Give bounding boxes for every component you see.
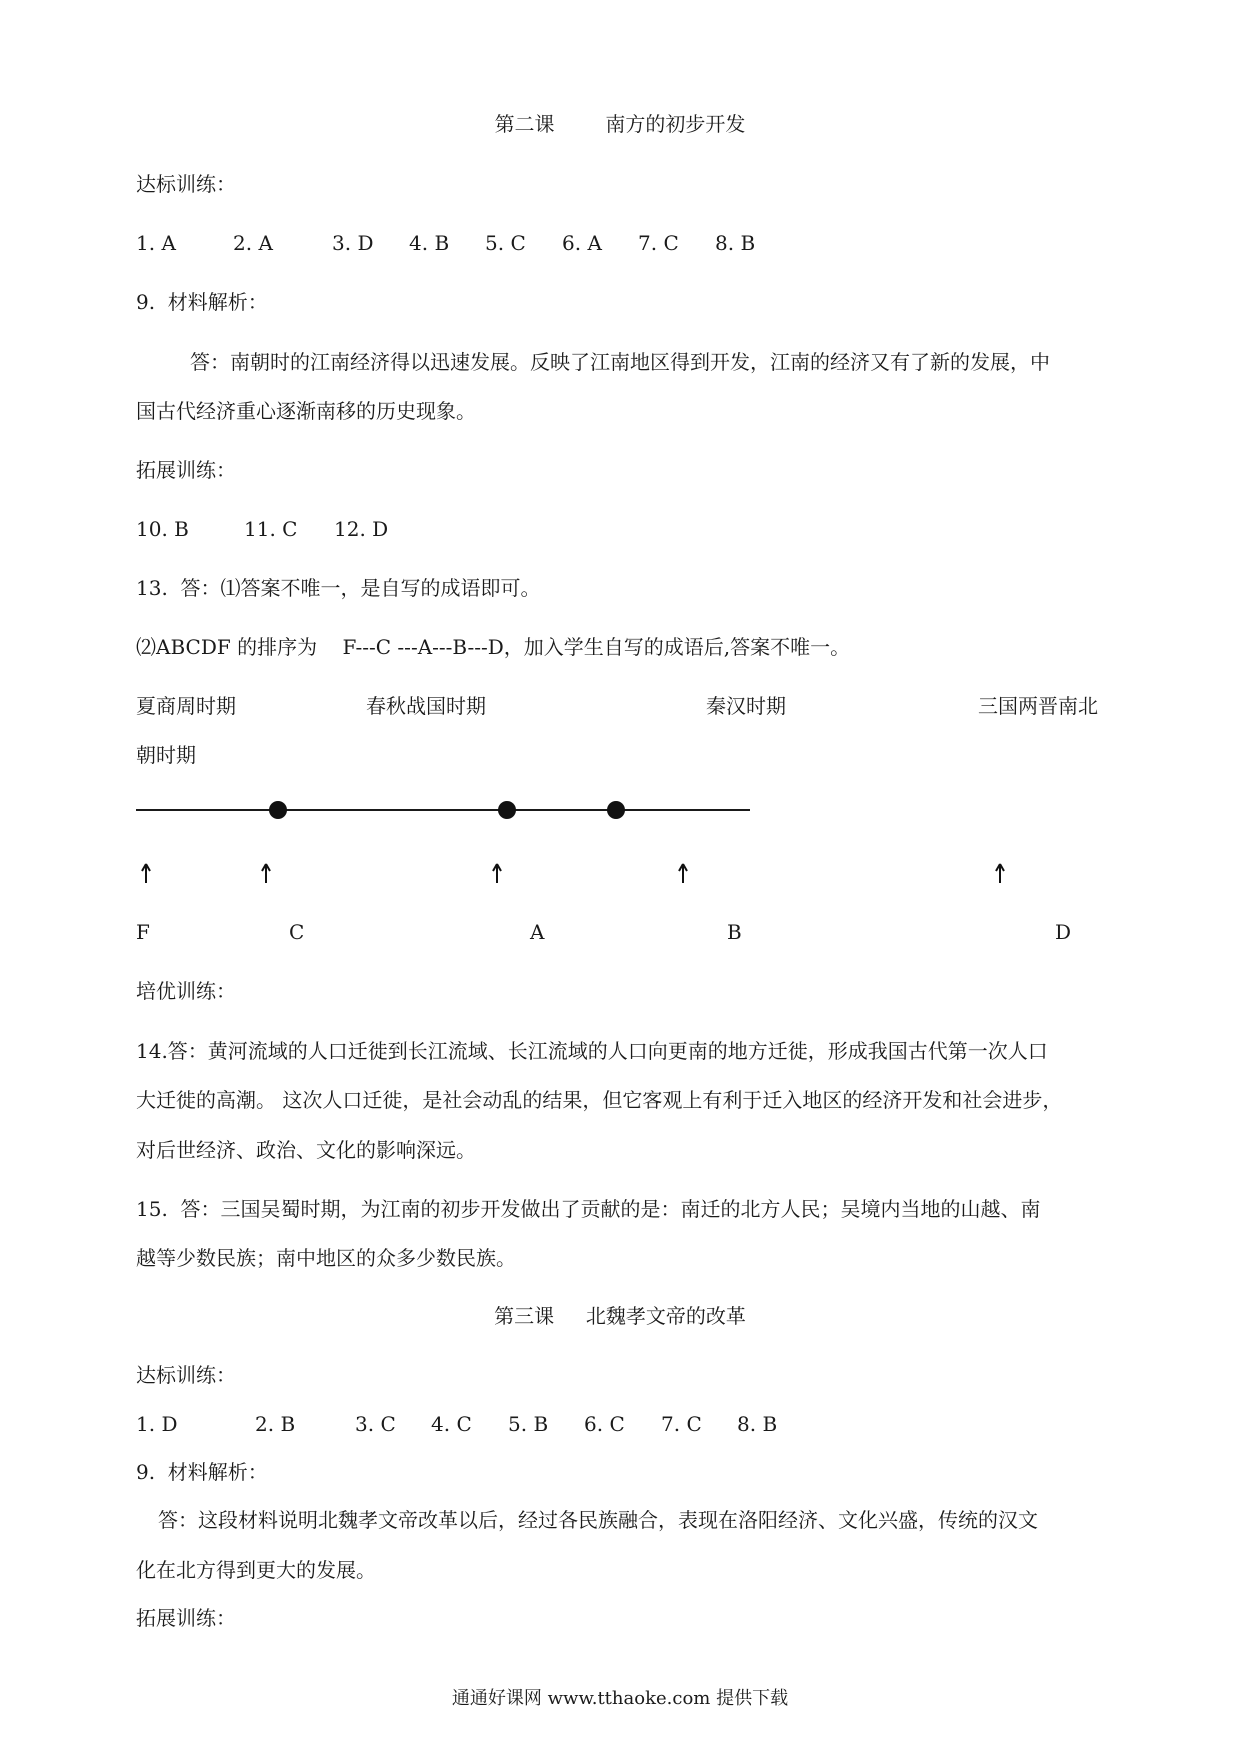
lesson2-tuozhan-label: 拓展训练： [136, 458, 236, 482]
answer-item: 4. B [409, 231, 450, 255]
period-label: 三国两晋南北 [978, 694, 1098, 718]
answer-item: 3. C [355, 1412, 396, 1436]
timeline-letter: F [136, 920, 150, 944]
up-arrow-icon [491, 862, 503, 884]
lesson3-q9-answer-line1: 答：这段材料说明北魏孝文帝改革以后，经过各民族融合，表现在洛阳经济、文化兴盛，传统的汉文 [158, 1508, 1038, 1532]
up-arrow-icon [260, 862, 272, 884]
answer-item: 12. D [334, 517, 389, 541]
timeline-letter: B [727, 920, 742, 944]
lesson2-answer-row1 [0, 229, 1240, 257]
lesson2-q13-line2: ⑵ABCDF 的排序为 F---C ---A---B---D，加入学生自写的成语后,答案不唯一。 [136, 635, 851, 659]
lesson2-title: 第二课 南方的初步开发 [494, 112, 746, 136]
answer-item: 7. C [638, 231, 679, 255]
period-label-continued: 朝时期 [136, 743, 196, 767]
timeline-dot [607, 801, 625, 819]
answer-item: 8. B [715, 231, 756, 255]
up-arrow-icon [994, 862, 1006, 884]
lesson2-q9-answer-line2: 国古代经济重心逐渐南移的历史现象。 [136, 399, 476, 423]
answer-item: 10. B [136, 517, 189, 541]
lesson2-q15-line1: 15. 答：三国吴蜀时期，为江南的初步开发做出了贡献的是：南迁的北方人民；吴境内当地的山越、南 [136, 1197, 1041, 1221]
lesson3-title: 第三课 北魏孝文帝的改革 [494, 1304, 746, 1328]
period-label: 春秋战国时期 [366, 694, 486, 718]
lesson3-q9-answer-line2: 化在北方得到更大的发展。 [136, 1558, 376, 1582]
lesson3-dabiao-label: 达标训练： [136, 1363, 236, 1387]
lesson2-dabiao-label: 达标训练： [136, 172, 236, 196]
lesson2-q14-line2: 大迁徙的高潮。 这次人口迁徙，是社会动乱的结果，但它客观上有利于迁入地区的经济开发和社会进步， [136, 1088, 1063, 1112]
answer-item: 2. A [233, 231, 273, 255]
timeline-dot [498, 801, 516, 819]
lesson2-q9-answer-line1: 答：南朝时的江南经济得以迅速发展。反映了江南地区得到开发，江南的经济又有了新的发展，中 [190, 350, 1050, 374]
timeline-letter: D [1055, 920, 1072, 944]
answer-item: 5. B [508, 1412, 549, 1436]
lesson3-tuozhan-label: 拓展训练： [136, 1606, 236, 1630]
answer-item: 7. C [661, 1412, 702, 1436]
up-arrow-icon [677, 862, 689, 884]
timeline-axis [136, 790, 756, 830]
answer-item: 6. A [562, 231, 602, 255]
lesson3-answer-row1 [0, 1410, 1240, 1438]
lesson2-peiyou-label: 培优训练： [136, 979, 236, 1003]
answer-item: 3. D [332, 231, 374, 255]
footer-source: 通通好课网 www.tthaoke.com 提供下载 [451, 1688, 789, 1709]
lesson2-q14-line1: 14.答：黄河流域的人口迁徙到长江流域、长江流域的人口向更南的地方迁徙，形成我国古代第一次人口 [136, 1039, 1048, 1063]
answer-item: 5. C [485, 231, 526, 255]
answer-item: 4. C [431, 1412, 472, 1436]
answer-item: 11. C [244, 517, 298, 541]
answer-item: 2. B [255, 1412, 296, 1436]
timeline-line [136, 809, 750, 811]
answer-item: 1. D [136, 1412, 178, 1436]
up-arrow-icon [140, 862, 152, 884]
timeline-letter: A [530, 920, 545, 944]
answer-item: 1. A [136, 231, 176, 255]
lesson2-answer-row2 [0, 515, 1240, 543]
lesson2-q14-line3: 对后世经济、政治、文化的影响深远。 [136, 1138, 476, 1162]
lesson3-q9-label: 9. 材料解析： [136, 1460, 268, 1484]
lesson2-q9-label: 9. 材料解析： [136, 290, 268, 314]
lesson2-q15-line2: 越等少数民族；南中地区的众多少数民族。 [136, 1246, 516, 1270]
lesson2-q13-line1: 13. 答：⑴答案不唯一，是自写的成语即可。 [136, 576, 541, 600]
period-label: 夏商周时期 [136, 694, 236, 718]
period-label: 秦汉时期 [706, 694, 786, 718]
timeline-letter: C [289, 920, 305, 944]
timeline-dot [269, 801, 287, 819]
answer-item: 6. C [584, 1412, 625, 1436]
answer-item: 8. B [737, 1412, 778, 1436]
